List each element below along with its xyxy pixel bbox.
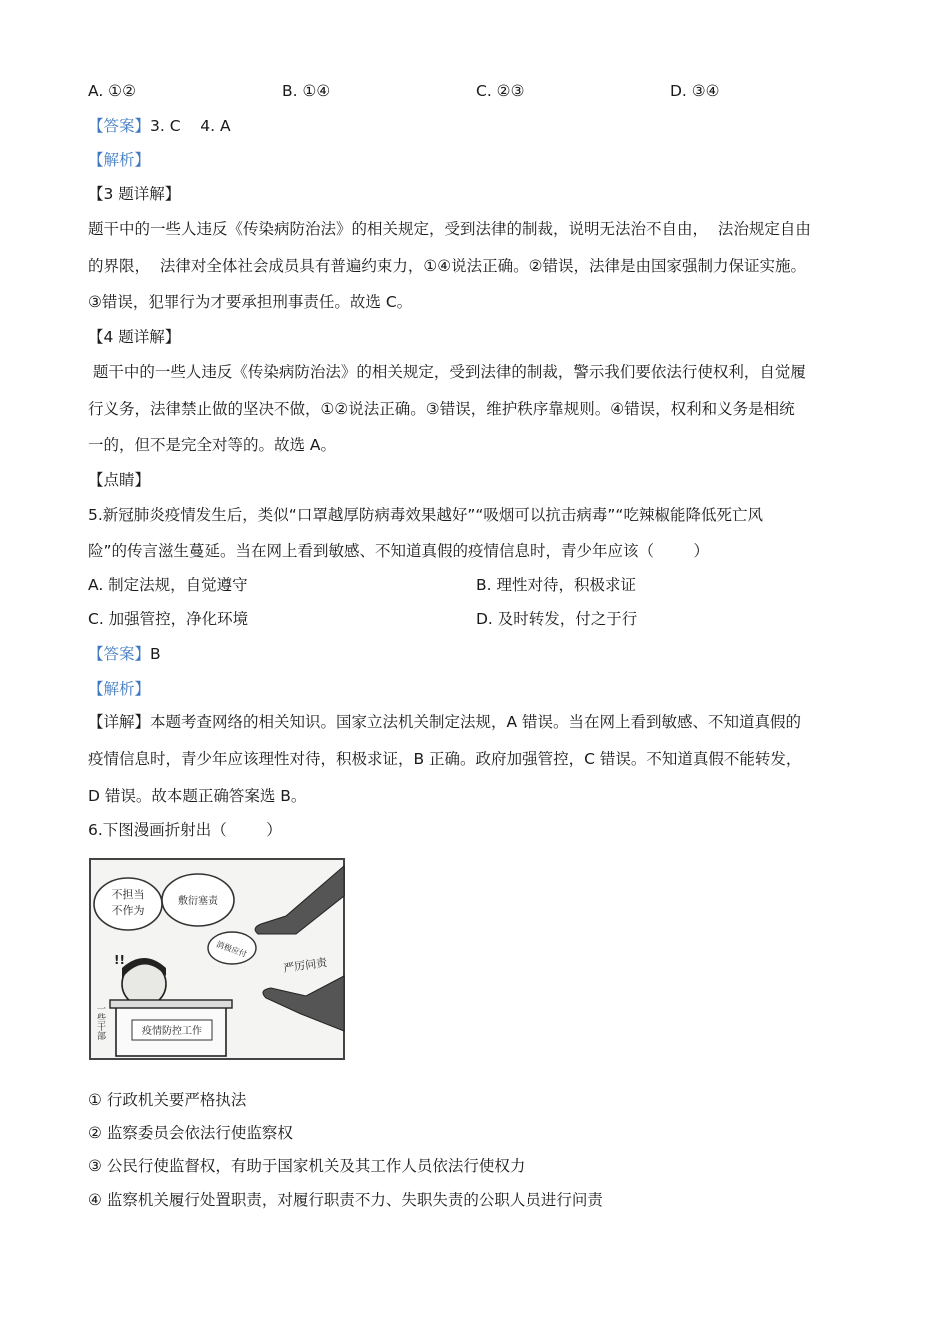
option-d: D. ③④	[670, 82, 720, 100]
desk-top	[110, 1000, 232, 1008]
question-5-line-2: 险”的传言滋生蔓延。当在网上看到敏感、不知道真假的疫情信息时，青少年应该（ ）	[88, 542, 709, 560]
q5-option-a: A. 制定法规，自觉遵守	[88, 576, 248, 594]
q5-option-c: C. 加强管控，净化环境	[88, 610, 249, 628]
analysis-tag: 【解析】	[88, 151, 151, 169]
q6-item-4: ④ 监察机关履行处置职责，对履行职责不力、失职失责的公职人员进行问责	[88, 1191, 603, 1209]
q6-item-1: ① 行政机关要严格执法	[88, 1091, 247, 1109]
q5-detail-line-2: 疫情信息时，青少年应该理性对待，积极求证，B 正确。政府加强管控，C 错误。不知道真假不能转发，	[88, 750, 802, 768]
question-5-line-1: 5.新冠肺炎疫情发生后，类似“口罩越厚防病毒效果越好”“吸烟可以抗击病毒”“吃辣椒能降低死亡风	[88, 506, 763, 524]
answer-text: 3. C 4. A	[150, 117, 231, 135]
detail-4-heading: 【4 题详解】	[88, 328, 181, 346]
q5-detail-line-1	[88, 712, 801, 732]
bubble-2-text: 敷衍塞责	[178, 896, 218, 907]
desk-label: 疫情防控工作	[142, 1026, 202, 1037]
option-a: A. ①②	[88, 82, 136, 100]
q5-option-b: B. 理性对待，积极求证	[476, 576, 636, 594]
option-c: C. ②③	[476, 82, 525, 100]
q5-answer-line	[88, 644, 161, 664]
q5-detail-tag: 【详解】	[88, 713, 151, 731]
answer-line-3-4	[88, 116, 231, 136]
comment-tag: 【点睛】	[88, 471, 151, 489]
question-6-stem: 6.下图漫画折射出（ ）	[88, 821, 282, 839]
q5-option-d: D. 及时转发，付之于行	[476, 610, 638, 628]
q6-item-2: ② 监察委员会依法行使监察权	[88, 1124, 293, 1142]
detail-3-heading: 【3 题详解】	[88, 185, 181, 203]
cartoon-image	[86, 856, 348, 1064]
bubble-1-line-1: 不担当	[111, 888, 145, 901]
detail-3-line-3: ③错误，犯罪行为才要承担刑事责任。故选 C。	[88, 293, 413, 311]
detail-4-line-3: 一的，但不是完全对等的。故选 A。	[88, 436, 337, 454]
q5-detail-text-1: 本题考查网络的相关知识。国家立法机关制定法规，A 错误。当在网上看到敏感、不知道真假的	[150, 713, 802, 731]
bubble-1-line-2: 不作为	[111, 904, 145, 917]
q5-answer-tag: 【答案】	[88, 645, 151, 663]
option-b: B. ①④	[282, 82, 331, 100]
detail-3-line-1: 题干中的一些人违反《传染病防治法》的相关规定，受到法律的制裁，说明无法治不自由， 法治规定自由	[88, 220, 811, 238]
q5-answer: B	[150, 645, 161, 663]
detail-4-line-1: 题干中的一些人违反《传染病防治法》的相关规定，受到法律的制裁，警示我们要依法行使权利，自觉履	[88, 363, 806, 381]
detail-3-line-2: 的界限， 法律对全体社会成员具有普遍约束力，①④说法正确。②错误，法律是由国家强制力保证实施。	[88, 257, 807, 275]
answer-tag: 【答案】	[88, 117, 151, 135]
detail-4-line-2: 行义务，法律禁止做的坚决不做，①②说法正确。③错误，维护秩序靠规则。④错误，权利和义务是相统	[88, 400, 795, 418]
q6-item-3: ③ 公民行使监督权，有助于国家机关及其工作人员依法行使权力	[88, 1157, 526, 1175]
q5-analysis-tag: 【解析】	[88, 680, 151, 698]
arm-label: 严厉问责	[282, 955, 328, 975]
exclaim-mark: !!	[114, 953, 125, 967]
q5-detail-line-3: D 错误。故本题正确答案选 B。	[88, 787, 307, 805]
bubble-3-text: 消极应付	[214, 939, 249, 960]
side-text: 一些干部	[95, 1004, 105, 1040]
